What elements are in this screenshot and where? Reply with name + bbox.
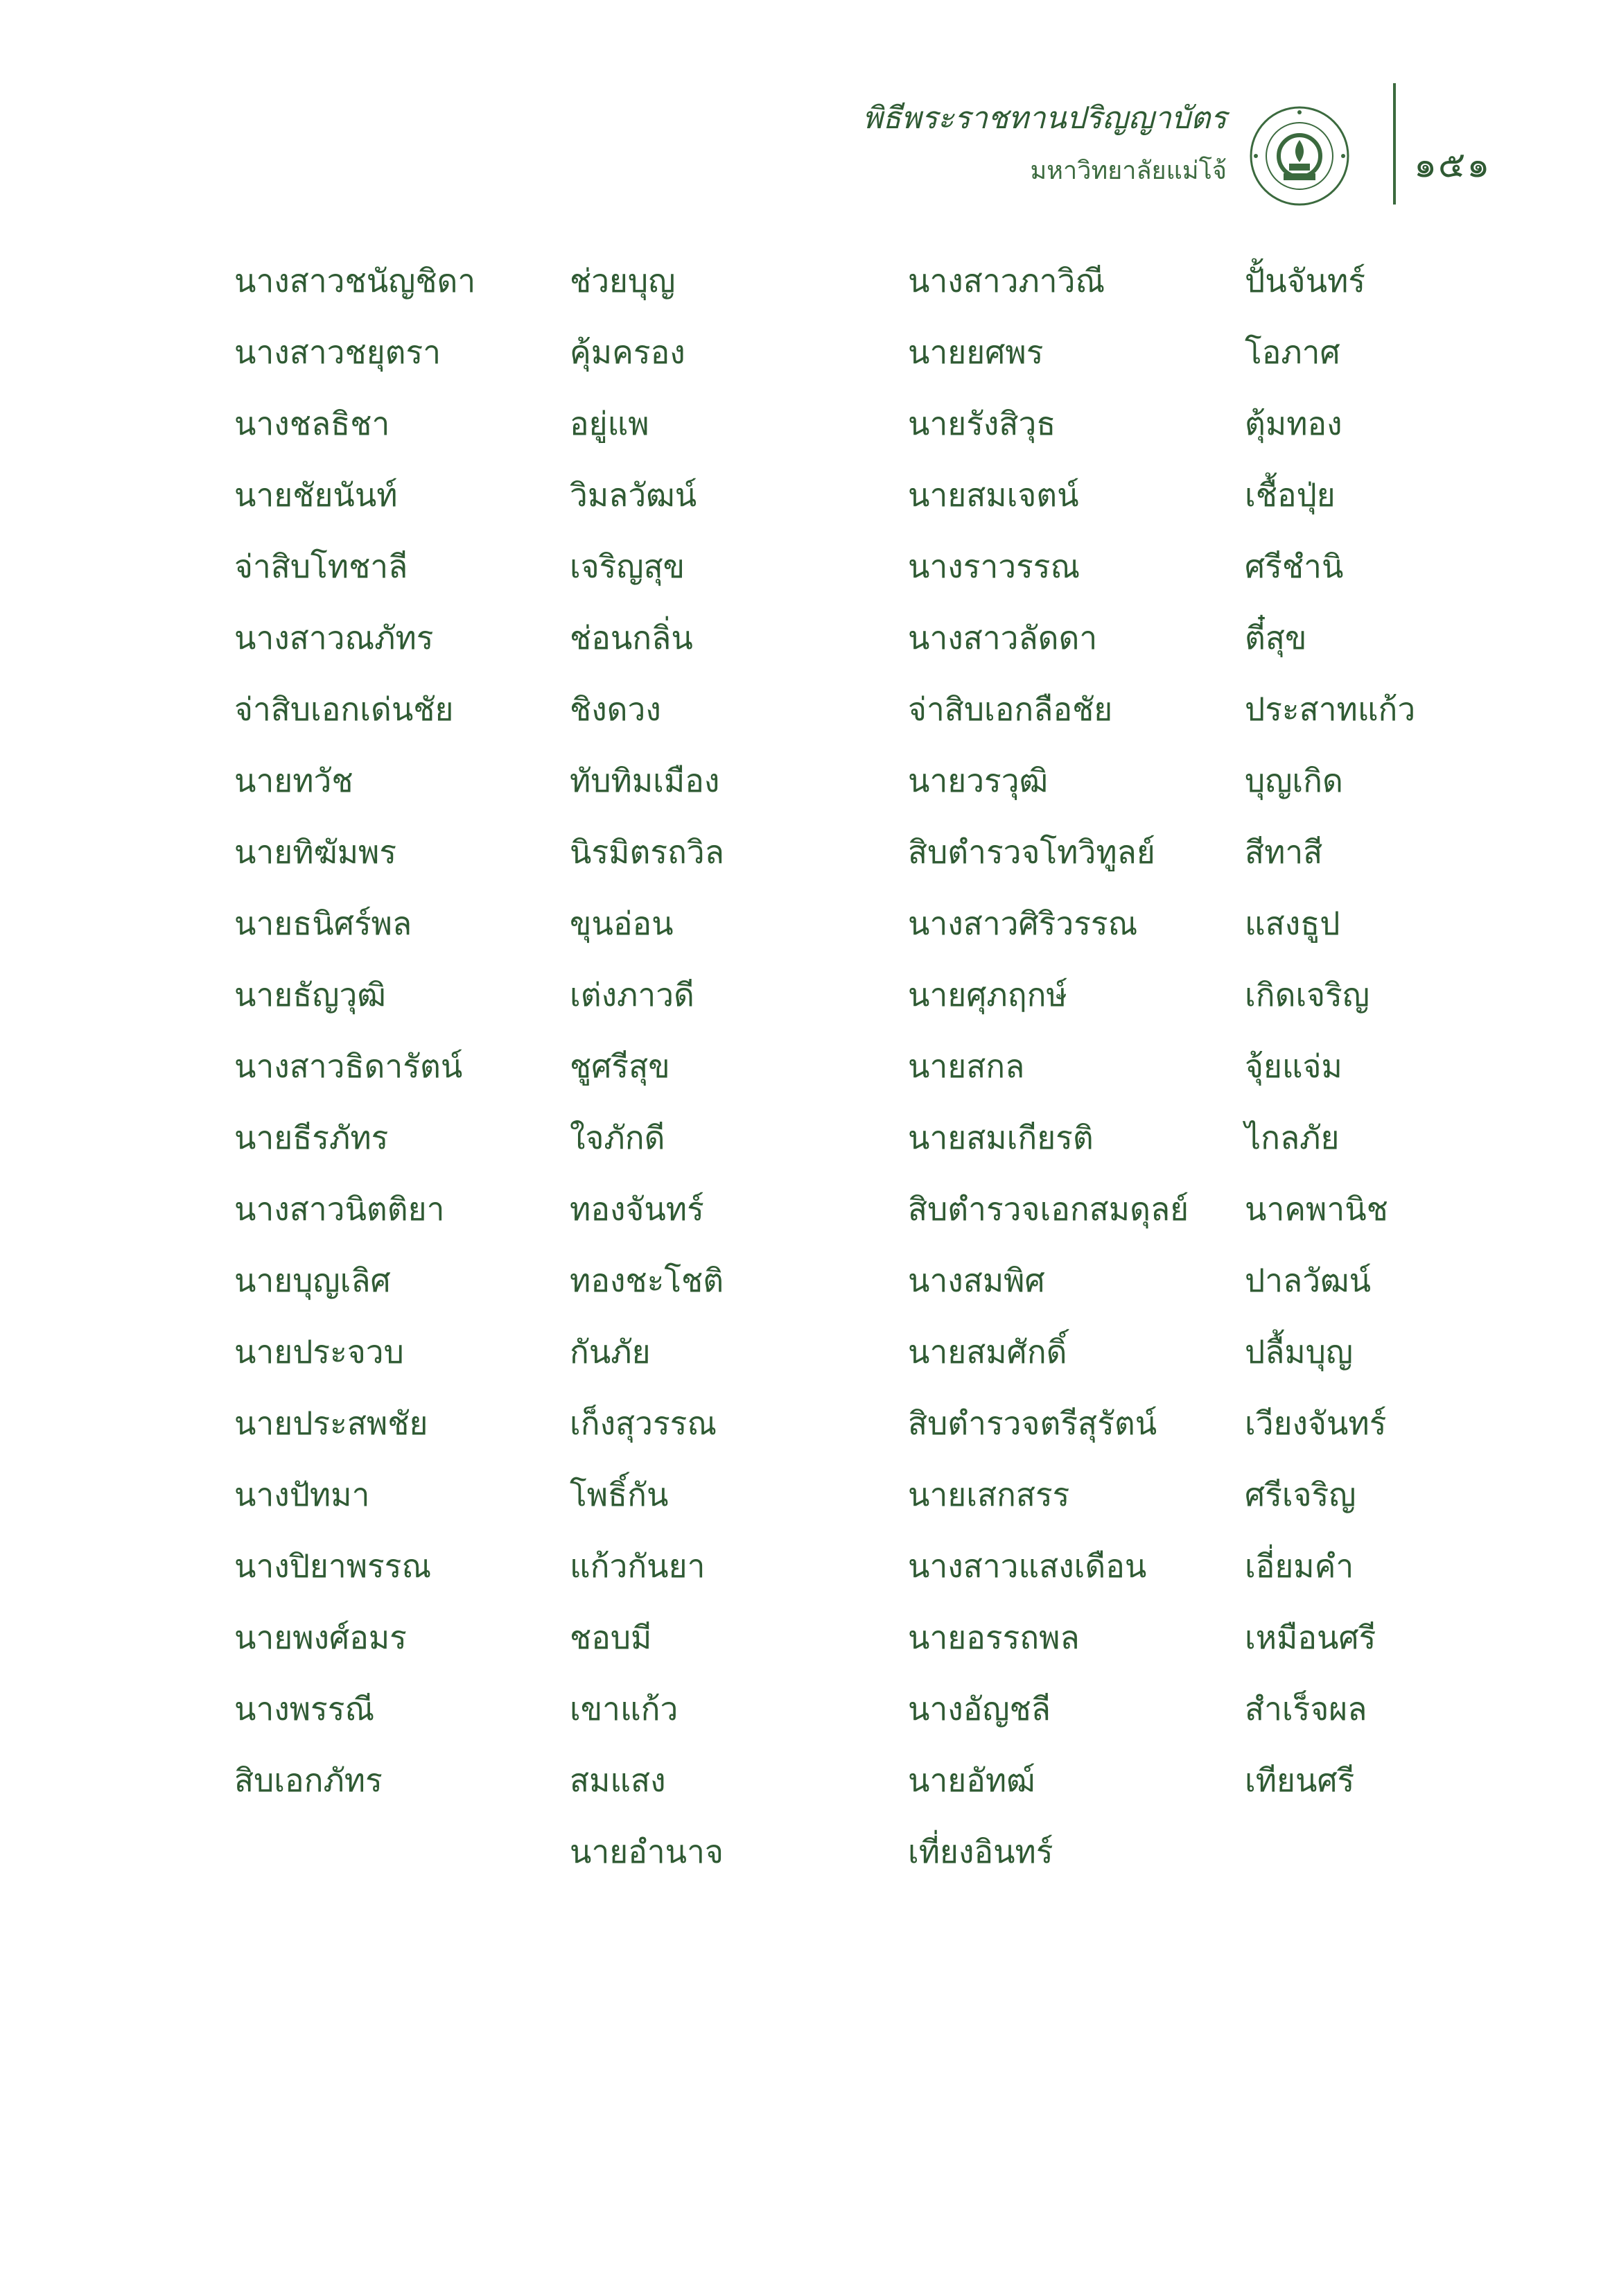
surname-cell: แสงธูป xyxy=(1245,905,1340,942)
first-name-cell: สิบตำรวจตรีสุรัตน์ xyxy=(908,1404,1157,1442)
first-name-cell: นายสมเจตน์ xyxy=(908,476,1079,514)
first-name-cell: นางสาวลัดดา xyxy=(908,619,1098,656)
first-name-cell: นางปิยาพรรณ xyxy=(234,1547,432,1585)
first-name-cell: นายสมศักดิ์ xyxy=(908,1333,1067,1371)
first-name-cell: เที่ยงอินทร์ xyxy=(908,1833,1053,1870)
name-row xyxy=(0,1110,1619,1165)
surname-cell: กันภัย xyxy=(570,1333,651,1371)
surname-cell: สำเร็จผล xyxy=(1245,1690,1367,1728)
name-row xyxy=(0,967,1619,1023)
first-name-cell: นางราวรรณ xyxy=(908,548,1080,585)
first-name-cell: นายสกล xyxy=(908,1047,1025,1085)
surname-cell: อยู่แพ xyxy=(570,405,649,442)
surname-cell: ชอบมี xyxy=(570,1619,652,1656)
surname-cell: ชูศรีสุข xyxy=(570,1047,670,1085)
surname-cell: เชื้อปุ่ย xyxy=(1245,476,1336,514)
surname-cell: เจริญสุข xyxy=(570,548,685,585)
first-name-cell: นายทิฆัมพร xyxy=(234,833,397,871)
name-row xyxy=(0,1824,1619,1879)
surname-cell: นาคพานิช xyxy=(1245,1190,1388,1228)
surname-cell: โอภาศ xyxy=(1245,333,1340,371)
first-name-cell: นายธนิศร์พล xyxy=(234,905,412,942)
surname-cell: สีทาสี xyxy=(1245,833,1323,871)
surname-cell: ใจภักดี xyxy=(570,1119,665,1156)
first-name-cell: นางสาวชยุตรา xyxy=(234,333,441,371)
name-row xyxy=(0,253,1619,308)
first-name-cell: นางสาวธิดารัตน์ xyxy=(234,1047,463,1085)
name-row xyxy=(0,681,1619,737)
surname-cell: ตี๋สุข xyxy=(1245,619,1307,656)
surname-cell: เขาแก้ว xyxy=(570,1690,679,1728)
surname-cell: ปาลวัฒน์ xyxy=(1245,1262,1372,1299)
surname-cell: จุ้ยแจ่ม xyxy=(1245,1047,1342,1085)
first-name-cell: นายศุภฤกษ์ xyxy=(908,976,1067,1014)
first-name-cell: นางพรรณี xyxy=(234,1690,375,1728)
name-row xyxy=(0,1395,1619,1451)
surname-cell: วิมลวัฒน์ xyxy=(570,476,697,514)
name-row xyxy=(0,1181,1619,1237)
surname-cell: ศรีเจริญ xyxy=(1245,1476,1356,1513)
first-name-cell: นายยศพร xyxy=(908,333,1044,371)
first-name-cell: สิบตำรวจเอกสมดุลย์ xyxy=(908,1190,1189,1228)
surname-cell: ทับทิมเมือง xyxy=(570,762,720,799)
surname-cell: ช่อนกลิ่น xyxy=(570,619,693,656)
first-name-cell: นางชลธิชา xyxy=(234,405,390,442)
first-name-cell: นายรังสิวุธ xyxy=(908,405,1056,442)
first-name-cell: นายอรรถพล xyxy=(908,1619,1080,1656)
name-row xyxy=(0,1538,1619,1594)
first-name-cell: นายประจวบ xyxy=(234,1333,404,1371)
name-row xyxy=(0,1681,1619,1737)
surname-cell: เอี่ยมคำ xyxy=(1245,1547,1354,1585)
first-name-cell: นางสมพิศ xyxy=(908,1262,1045,1299)
name-row xyxy=(0,324,1619,380)
first-name-cell: นางอัญชลี xyxy=(908,1690,1051,1728)
surname-cell: ตุ้มทอง xyxy=(1245,405,1342,442)
surname-cell: ปลื้มบุญ xyxy=(1245,1333,1354,1371)
surname-cell: ขุนอ่อน xyxy=(570,905,674,942)
first-name-cell: สิบตำรวจโทวิทูลย์ xyxy=(908,833,1155,871)
first-name-cell: นายสมเกียรติ xyxy=(908,1119,1094,1156)
first-name-cell: นายเสกสรร xyxy=(908,1476,1070,1513)
surname-cell: ปั้นจันทร์ xyxy=(1245,262,1366,299)
name-row xyxy=(0,1753,1619,1808)
surname-cell: ศรีชำนิ xyxy=(1245,548,1344,585)
surname-cell: เวียงจันทร์ xyxy=(1245,1404,1387,1442)
first-name-cell: นายทวัช xyxy=(234,762,353,799)
first-name-cell: นางปัทมา xyxy=(234,1476,370,1513)
name-row xyxy=(0,610,1619,666)
name-row xyxy=(0,539,1619,594)
name-row xyxy=(0,1253,1619,1308)
surname-cell: ทองจันทร์ xyxy=(570,1190,704,1228)
first-name-cell: จ่าสิบโทชาลี xyxy=(234,548,408,585)
name-row xyxy=(0,1324,1619,1380)
first-name-cell: นายบุญเลิศ xyxy=(234,1262,391,1299)
first-name-cell: นายธัญวุฒิ xyxy=(234,976,386,1014)
first-name-cell: นายธีรภัทร xyxy=(234,1119,389,1156)
first-name-cell: นายวรวุฒิ xyxy=(908,762,1049,799)
first-name-cell: สิบเอกภัทร xyxy=(234,1762,383,1799)
surname-cell: เต่งภาวดี xyxy=(570,976,694,1014)
surname-cell: ประสาทแก้ว xyxy=(1245,690,1416,728)
first-name-cell: นางสาวชนัญชิดา xyxy=(234,262,476,299)
first-name-cell: นางสาวนิตติยา xyxy=(234,1190,445,1228)
surname-cell: ช่วยบุญ xyxy=(570,262,676,299)
surname-cell: สมแสง xyxy=(570,1762,666,1799)
surname-cell: แก้วกันยา xyxy=(570,1547,706,1585)
name-row xyxy=(0,824,1619,880)
page-number: ๑๕๑ xyxy=(1414,144,1491,186)
name-row xyxy=(0,396,1619,451)
name-row xyxy=(0,1467,1619,1522)
university-name: มหาวิทยาลัยแม่โจ้ xyxy=(1030,157,1227,185)
surname-cell: คุ้มครอง xyxy=(570,333,685,371)
first-name-cell: นายอัทฒ์ xyxy=(908,1762,1035,1799)
first-name-cell: นายประสพชัย xyxy=(234,1404,428,1442)
surname-cell: เหมือนศรี xyxy=(1245,1619,1376,1656)
first-name-cell: จ่าสิบเอกลือชัย xyxy=(908,690,1113,728)
first-name-cell: นายชัยนันท์ xyxy=(234,476,398,514)
name-row xyxy=(0,1610,1619,1665)
first-name-cell: นางสาวภาวิณี xyxy=(908,262,1105,299)
ceremony-title: พิธีพระราชทานปริญญาบัตร xyxy=(862,101,1227,136)
first-name-cell: จ่าสิบเอกเด่นชัย xyxy=(234,690,454,728)
name-row xyxy=(0,1038,1619,1094)
name-row xyxy=(0,896,1619,951)
first-name-cell: นางสาวณภัทร xyxy=(234,619,434,656)
surname-cell: นิรมิตรถวิล xyxy=(570,833,724,871)
surname-cell: นายอำนาจ xyxy=(570,1833,724,1870)
first-name-cell: นางสาวแสงเดือน xyxy=(908,1547,1147,1585)
surname-cell: ไกลภัย xyxy=(1245,1119,1340,1156)
surname-cell: โพธิ์กัน xyxy=(570,1476,669,1513)
surname-cell: ทองชะโชติ xyxy=(570,1262,724,1299)
name-row xyxy=(0,753,1619,808)
name-row xyxy=(0,467,1619,523)
surname-cell: บุญเกิด xyxy=(1245,762,1343,799)
surname-cell: เก็งสุวรรณ xyxy=(570,1404,717,1442)
surname-cell: เกิดเจริญ xyxy=(1245,976,1370,1014)
surname-cell: ชิงดวง xyxy=(570,690,661,728)
surname-cell: เทียนศรี xyxy=(1245,1762,1355,1799)
first-name-cell: นางสาวศิริวรรณ xyxy=(908,905,1138,942)
first-name-cell: นายพงศ์อมร xyxy=(234,1619,407,1656)
